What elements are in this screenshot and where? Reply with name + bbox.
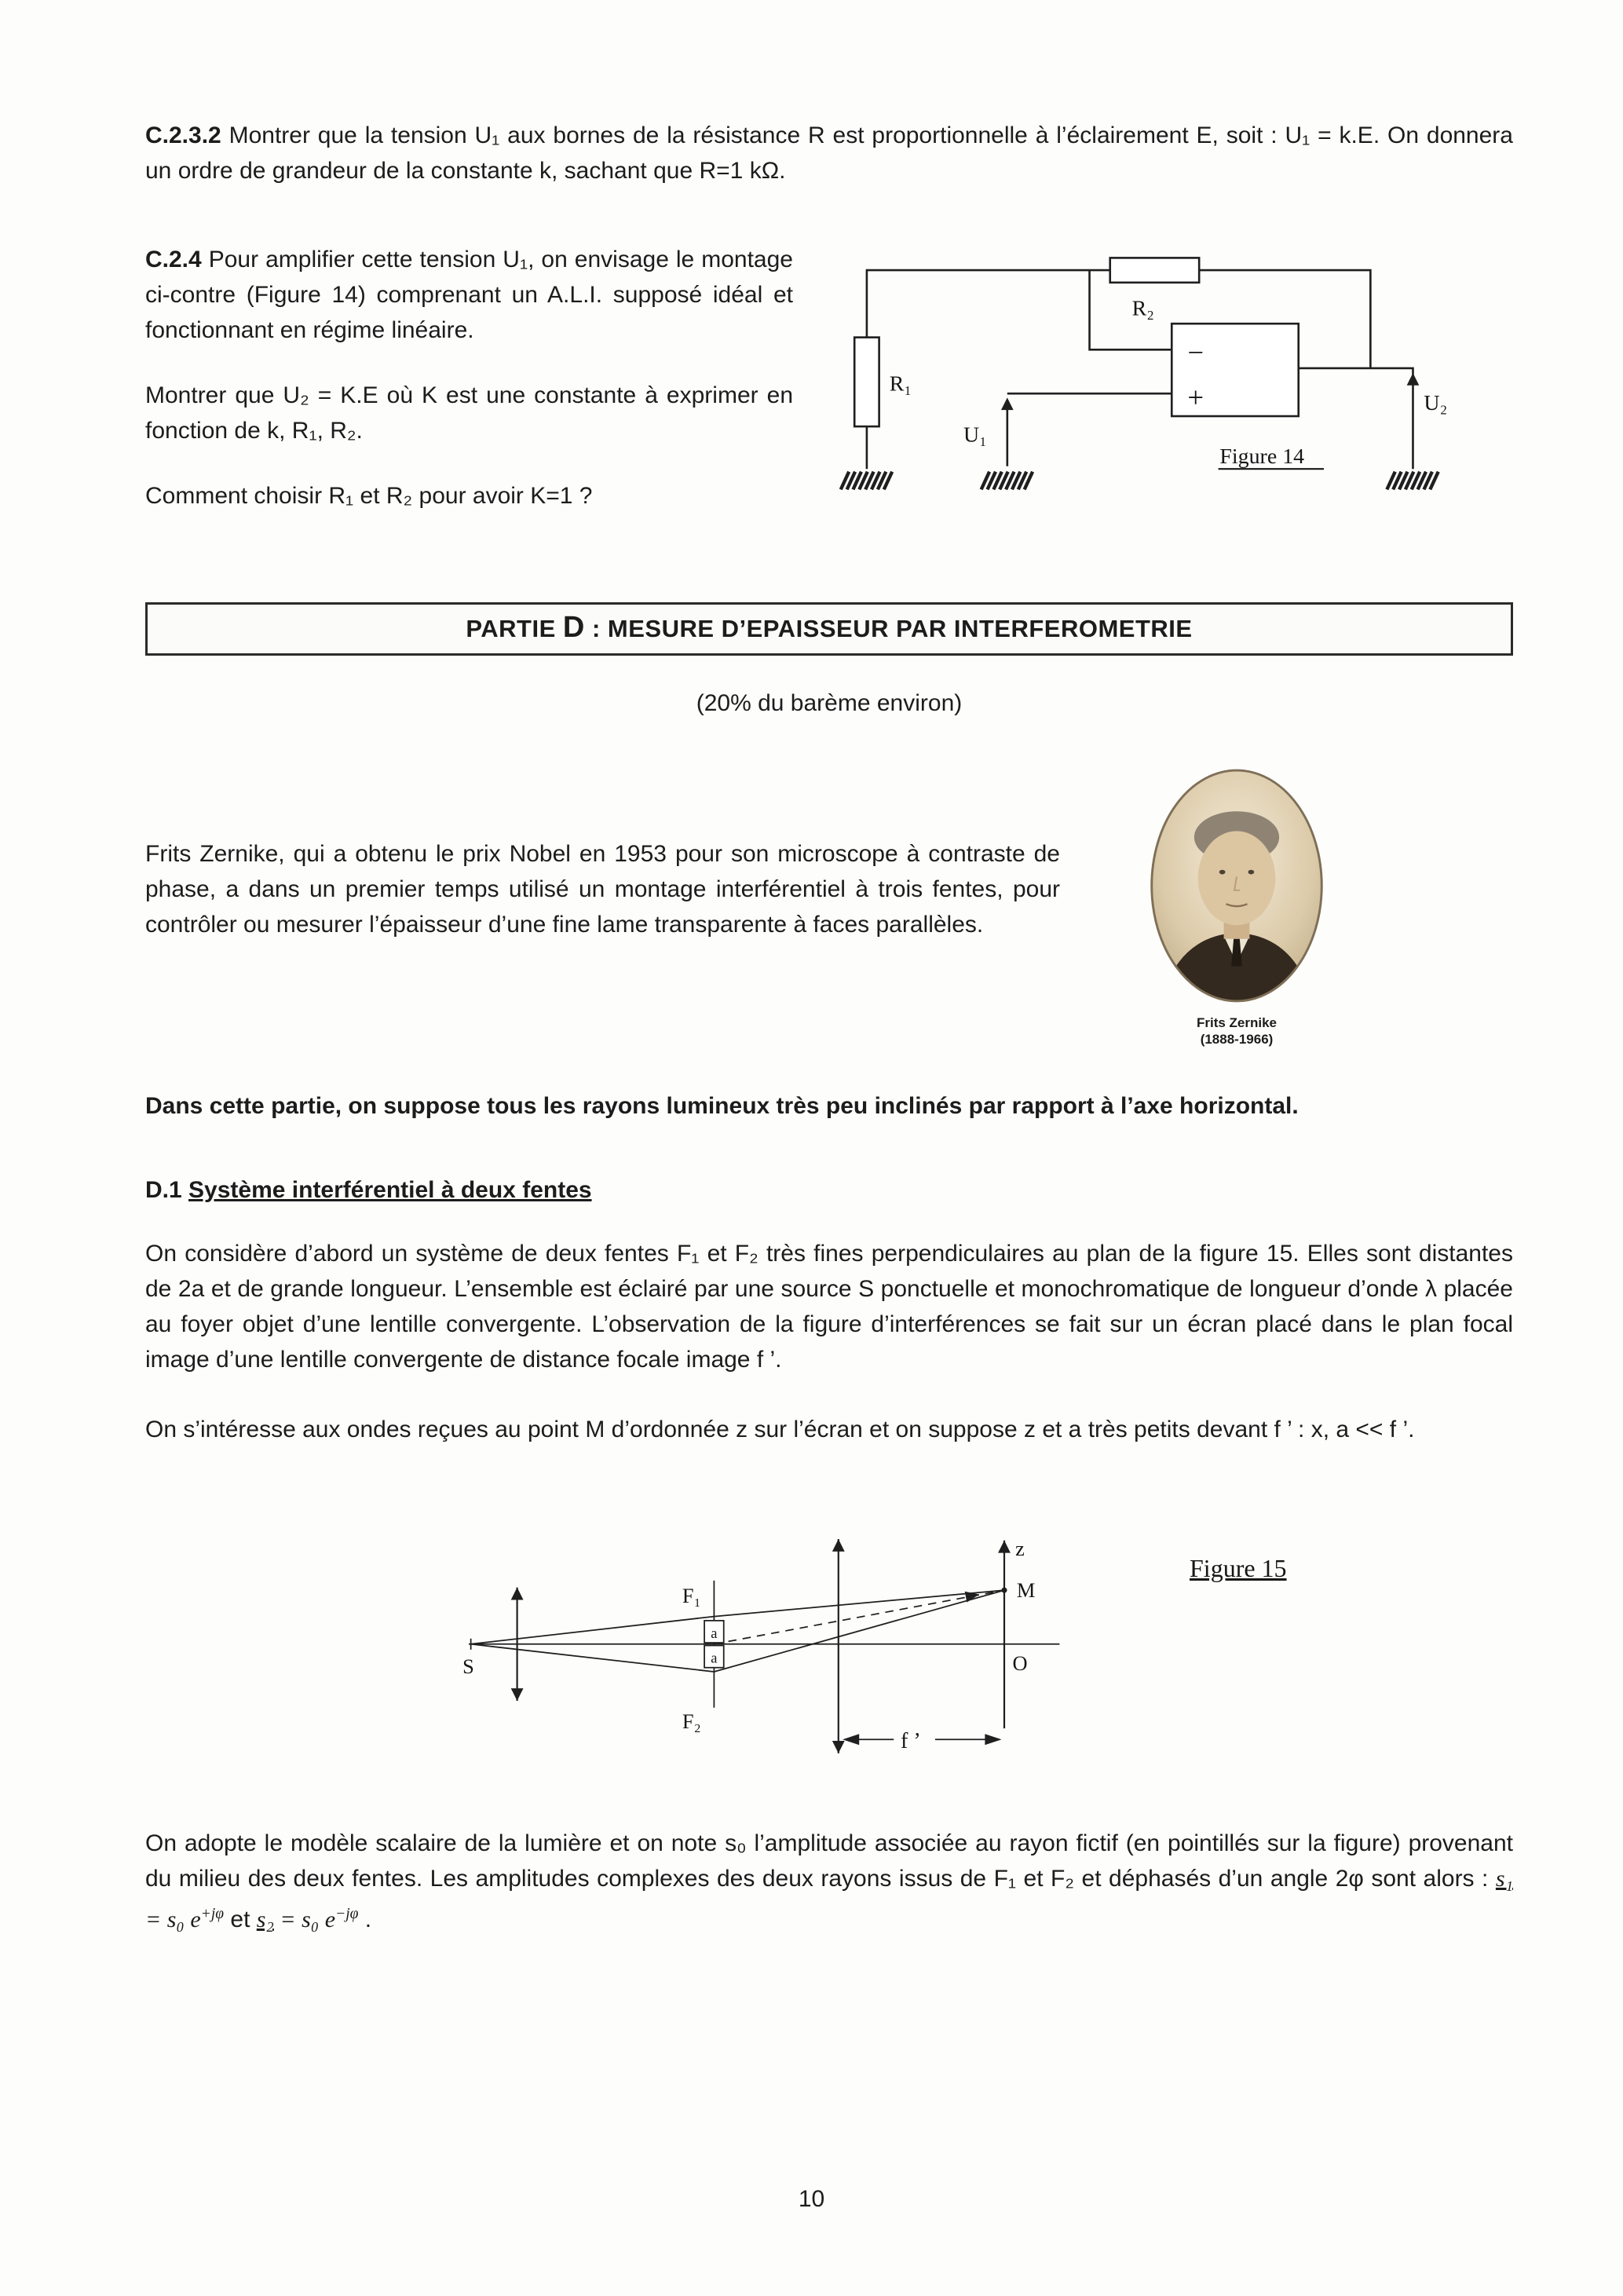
formula-exponent-1: +jφ: [200, 1906, 225, 1922]
formula-exponent-2: −jφ: [335, 1906, 359, 1922]
label-slit-f1: F₁: [682, 1584, 701, 1607]
resistor-r1-symbol: [854, 338, 879, 426]
label-u2: U₂: [1424, 391, 1448, 416]
partie-d-subtitle: (20% du barème environ): [696, 690, 963, 716]
formula-et: et: [224, 1907, 257, 1932]
figure14-circuit-diagram: [815, 228, 1467, 529]
d1-title: Système interférentiel à deux fentes: [188, 1177, 592, 1203]
portrait-caption-years: (1888-1966): [1200, 1032, 1274, 1047]
label-r1: R₁: [889, 371, 912, 397]
partie-d-letter: D: [562, 611, 585, 644]
resistor-r2-symbol: [1110, 258, 1199, 282]
final-text: On adopte le modèle scalaire de la lumière et on note s₀ l’amplitude associée au rayon fictif (en pointillés sur la figure) provenant du milieu des deux fentes. Les amplitudes complexes des deux rayons issus de F₁ et F₂ et déphasés d’un angle 2φ sont alors :: [145, 1830, 1513, 1892]
label-r2: R₂: [1131, 296, 1154, 321]
section-label-c232: C.2.3.2: [145, 122, 221, 148]
section-label-c24: C.2.4: [145, 247, 202, 272]
label-point-m: M: [1016, 1578, 1036, 1602]
ground-symbol-u1: [981, 472, 1033, 490]
opamp-minus-input-label: −: [1187, 336, 1204, 369]
page-number: 10: [798, 2186, 825, 2212]
figure15-caption: Figure 15: [1190, 1554, 1287, 1582]
ray-s-f2: [471, 1644, 718, 1672]
c232-text: Montrer que la tension U₁ aux bornes de la résistance R est proportionnelle à l’éclairement E, soit : U₁ = k.E. On donnera un ordre de grandeur de la constante k, sachant que R=1 kΩ.: [145, 122, 1513, 184]
paragraph-c24: [145, 242, 793, 348]
fictitious-ray-dashed: [714, 1590, 1004, 1644]
formula-eq2: = s₀ e: [273, 1907, 336, 1932]
label-u1: U₁: [963, 422, 987, 448]
zernike-text-column: [145, 764, 1060, 942]
u1-arrowhead: [1001, 397, 1014, 410]
label-f-prime: f ’: [901, 1728, 921, 1753]
formula-s1: s₁: [1495, 1866, 1513, 1892]
partie-d-prefix: PARTIE: [466, 615, 563, 642]
figure14-labels: [890, 297, 1448, 470]
portrait-eye-left: [1219, 870, 1226, 875]
c24-text: Pour amplifier cette tension U₁, on envisage le montage ci-contre (Figure 14) comprenant un A.L.I. supposé idéal et fonctionnant en régime linéaire.: [145, 247, 793, 343]
ground-symbol-u2: [1387, 472, 1438, 490]
portrait-caption: [1142, 1015, 1331, 1047]
paragraph-c24-comment: Comment choisir R₁ et R₂ pour avoir K=1 ?: [145, 483, 593, 509]
d1-label: D.1: [145, 1177, 182, 1203]
section-c24: [145, 242, 1513, 533]
d1-paragraph-1: On considère d’abord un système de deux fentes F₁ et F₂ très fines perpendiculaires au plan de la figure 15. Elles sont distantes de 2a et de grande longueur. L’ensemble est éclairé par une source S ponctuelle et monochromatique de longueur d’onde λ placée au foyer objet d’une lentille convergente. L’observation de la figure d’interférences se fait sur un écran placé dans le plan focal image d’une lentille convergente de distance focale image f ’.: [145, 1241, 1513, 1373]
label-a-top: a: [711, 1625, 718, 1641]
label-z-axis: z: [1015, 1537, 1025, 1561]
ray-f2-m: [714, 1590, 1004, 1672]
partie-d-rest: : MESURE D’EPAISSEUR PAR INTERFEROMETRIE: [584, 615, 1193, 642]
figure15-lines: [469, 1539, 1059, 1753]
label-slit-f2: F₂: [682, 1709, 701, 1734]
formula-s2: s₂: [256, 1907, 274, 1932]
zernike-paragraph: Frits Zernike, qui a obtenu le prix Nobel en 1953 pour son microscope à contraste de phase, a dans un premier temps utilisé un montage interférentiel à trois fentes, pour contrôler ou mesurer l’épaisseur d’une fine lame transparente à faces parallèles.: [145, 841, 1060, 938]
zernike-photo-column: [1142, 764, 1331, 1047]
figure15-arrowheads: [511, 1539, 1011, 1753]
figure14-caption: Figure 14: [1219, 444, 1305, 470]
ray-f1-m: [714, 1590, 1004, 1616]
zernike-section: [145, 764, 1513, 1047]
figure15-section: [451, 1499, 1513, 1775]
figure15-optical-diagram: [451, 1499, 1142, 1775]
label-source-s: S: [462, 1654, 474, 1678]
partie-d-title-box: [145, 602, 1513, 656]
opamp-plus-input-label: +: [1187, 381, 1204, 414]
label-point-o: O: [1012, 1651, 1028, 1676]
ray-s-f1: [471, 1617, 718, 1644]
portrait-caption-name: Frits Zernike: [1196, 1015, 1278, 1030]
ground-symbol-r1: [841, 472, 892, 490]
formula-eq1: = s₀ e: [145, 1907, 201, 1932]
heading-d1: [145, 1172, 1513, 1208]
final-paragraph: [145, 1826, 1513, 1937]
u2-arrowhead: [1407, 373, 1420, 386]
zernike-portrait: [1146, 764, 1328, 1007]
hypothesis-note: Dans cette partie, on suppose tous les rayons lumineux très peu inclinés par rapport à l’axe horizontal.: [145, 1093, 1299, 1119]
figure14-container: [815, 228, 1467, 533]
portrait-eye-right: [1248, 870, 1255, 875]
paragraph-c232: [145, 118, 1513, 188]
paragraph-c24-montrer: Montrer que U₂ = K.E où K est une constante à exprimer en fonction de k, R₁, R₂.: [145, 382, 793, 444]
formula-end: .: [358, 1907, 372, 1932]
figure15-labels: [462, 1537, 1035, 1753]
d1-paragraph-2: On s’intéresse aux ondes reçues au point M d’ordonnée z sur l’écran et on suppose z et a très petits devant f ’ : x, a << f ’.: [145, 1417, 1415, 1442]
label-a-bottom: a: [711, 1650, 718, 1666]
c24-text-column: [145, 242, 793, 514]
